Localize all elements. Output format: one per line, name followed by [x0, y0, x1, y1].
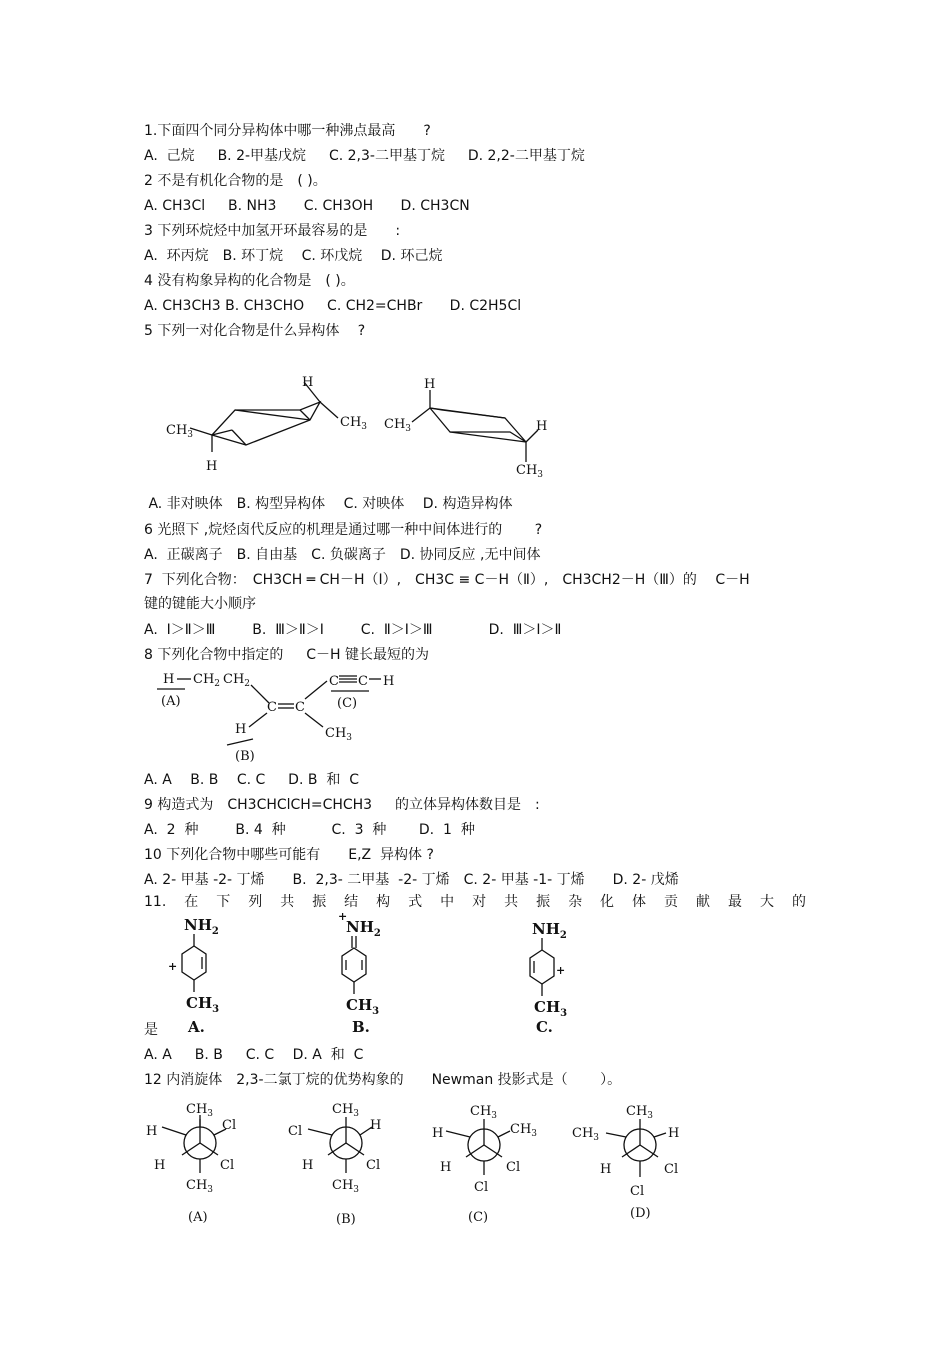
question-7-options: A. Ⅰ＞Ⅱ＞Ⅲ B. Ⅲ＞Ⅱ＞Ⅰ C. Ⅱ＞Ⅰ＞Ⅲ D. Ⅲ＞Ⅰ＞Ⅱ: [144, 622, 562, 638]
ch3-label: $CH_3$: [332, 1178, 360, 1195]
q11-resonance-structures: [160, 912, 580, 1037]
question-8-options: A. A B. B C. C D. B 和 C: [144, 772, 360, 788]
q8-structure: [155, 665, 415, 765]
h-label: H: [146, 1124, 158, 1139]
question-12: 12 内消旋体 2,3-二氯丁烷的优势构象的 Newman 投影式是（ ）。: [144, 1072, 622, 1088]
resonance-c: [530, 920, 567, 1036]
nh2-label: $NH_2$: [184, 916, 219, 937]
ch3-label: $CH_3$: [186, 1102, 214, 1119]
question-2: 2 不是有机化合物的是 ( )。: [144, 173, 327, 189]
question-2-options: A. CH3Cl B. NH3 C. CH3OH D. CH3CN: [144, 198, 470, 214]
h-label: H: [370, 1118, 382, 1133]
ch3-label: $CH_3$: [186, 1178, 214, 1195]
newman-c: [432, 1104, 537, 1225]
question-1: 1.下面四个同分异构体中哪一种沸点最高 ?: [144, 123, 431, 139]
question-8: 8 下列化合物中指定的 C－H 键长最短的为: [144, 647, 430, 663]
cl-label: Cl: [288, 1124, 303, 1139]
label-d: (D): [630, 1206, 651, 1221]
h-label: H: [432, 1126, 444, 1141]
h-label: H: [206, 459, 218, 474]
question-3-options: A. 环丙烷 B. 环丁烷 C. 环戊烷 D. 环己烷: [144, 248, 443, 264]
h-label: H: [302, 1158, 314, 1173]
cl-label: Cl: [664, 1162, 679, 1177]
label-res-c: C.: [536, 1018, 553, 1036]
question-11-options: A. A B. B C. C D. A 和 C: [144, 1047, 364, 1063]
question-5-options: A. 非对映体 B. 构型异构体 C. 对映体 D. 构造异构体: [144, 496, 513, 512]
nh2-label: $NH_2$: [346, 918, 381, 939]
ch3-label: $CH_3$: [340, 415, 368, 432]
question-1-options: A. 己烷 B. 2-甲基戊烷 C. 2,3-二甲基丁烷 D. 2,2-二甲基丁烷: [144, 148, 585, 164]
ch3-label: $CH_3$: [572, 1126, 600, 1143]
question-4-options: A. CH3CH3 B. CH3CHO C. CH2=CHBr D. C2H5Cl: [144, 298, 522, 314]
label-c: (C): [337, 696, 358, 711]
ch3-label: $CH_3$: [626, 1104, 654, 1121]
ch3-label: $CH_3$: [332, 1102, 360, 1119]
cl-label: Cl: [474, 1180, 489, 1195]
q12-newman-projections: [140, 1095, 700, 1230]
cl-label: Cl: [506, 1160, 521, 1175]
nh2-label: $NH_2$: [532, 920, 567, 941]
ch3-label: $CH_3$: [516, 463, 544, 480]
question-10: 10 下列化合物中哪些可能有 E,Z 异构体 ?: [144, 847, 434, 863]
h-label: H: [154, 1158, 166, 1173]
ch3-label: $CH_3$: [186, 994, 220, 1015]
ch3-label: $CH_3$: [534, 998, 568, 1019]
question-9: 9 构造式为 CH3CHClCH=CHCH3 的立体异构体数目是 :: [144, 797, 540, 813]
c-label: C: [267, 700, 277, 715]
cl-label: Cl: [220, 1158, 235, 1173]
label-a: (A): [188, 1210, 208, 1225]
ch2-label: $CH_2$: [223, 672, 251, 689]
plus-sign: +: [556, 964, 566, 977]
c-label: C: [329, 674, 339, 689]
question-11: 11. 在 下 列 共 振 结 构 式 中 对 共 振 杂 化 体 贡 献 最 大 的: [144, 894, 806, 910]
question-6: 6 光照下 ,烷烃卤代反应的机理是通过哪一种中间体进行的 ?: [144, 522, 543, 538]
ch2-label: $CH_2$: [193, 672, 221, 689]
question-10-options: A. 2- 甲基 -2- 丁烯 B. 2,3- 二甲基 -2- 丁烯 C. 2- 甲基 -1- 丁烯 D. 2- 戊烯: [144, 872, 679, 888]
c-label: C: [295, 700, 305, 715]
label-a: (A): [161, 694, 181, 709]
h-label: H: [668, 1126, 680, 1141]
newman-b: [288, 1102, 381, 1227]
chair-right: [384, 377, 547, 480]
label-b: (B): [336, 1212, 356, 1227]
h-label: H: [536, 419, 548, 434]
question-4: 4 没有构象异构的化合物是 ( )。: [144, 273, 355, 289]
question-9-options: A. 2 种 B. 4 种 C. 3 种 D. 1 种: [144, 822, 475, 838]
cl-label: Cl: [222, 1118, 237, 1133]
ch3-label: $CH_3$: [470, 1104, 498, 1121]
plus-sign: +: [338, 910, 348, 923]
h-label: H: [424, 377, 436, 392]
cl-label: Cl: [630, 1184, 645, 1199]
newman-d: [572, 1104, 679, 1221]
resonance-b: [338, 910, 381, 1036]
ch3-label: $CH_3$: [325, 726, 353, 743]
question-5: 5 下列一对化合物是什么异构体 ?: [144, 323, 366, 339]
q5-chair-structures: [160, 370, 550, 485]
label-b: (B): [235, 749, 255, 764]
question-6-options: A. 正碳离子 B. 自由基 C. 负碳离子 D. 协同反应 ,无中间体: [144, 547, 541, 563]
h-label: H: [302, 375, 314, 390]
ch3-label: $CH_3$: [166, 423, 194, 440]
h-label: H: [163, 672, 175, 687]
h-label: H: [383, 674, 395, 689]
question-3: 3 下列环烷烃中加氢开环最容易的是 :: [144, 223, 401, 239]
label-res-a: A.: [188, 1018, 205, 1036]
h-label: H: [235, 722, 247, 737]
question-7: 7 下列化合物： CH3CH ═ CH－H（Ⅰ）, CH3C ≡ C－H（Ⅱ）, CH3CH2－H（Ⅲ）的 C－H: [144, 572, 750, 588]
h-label: H: [440, 1160, 452, 1175]
resonance-a: [168, 916, 219, 1036]
cl-label: Cl: [366, 1158, 381, 1173]
c-label: C: [358, 674, 368, 689]
h-label: H: [600, 1162, 612, 1177]
newman-a: [146, 1102, 236, 1225]
label-res-b: B.: [352, 1018, 370, 1036]
ch3-label: $CH_3$: [346, 996, 380, 1017]
ch3-label: $CH_3$: [384, 417, 412, 434]
ch3-label: $CH_3$: [510, 1122, 538, 1139]
plus-sign: +: [168, 960, 178, 973]
question-7-cont: 键的键能大小顺序: [144, 596, 256, 612]
chair-left: [166, 375, 367, 474]
question-11-tail: 是: [144, 1022, 158, 1038]
label-c: (C): [468, 1210, 489, 1225]
